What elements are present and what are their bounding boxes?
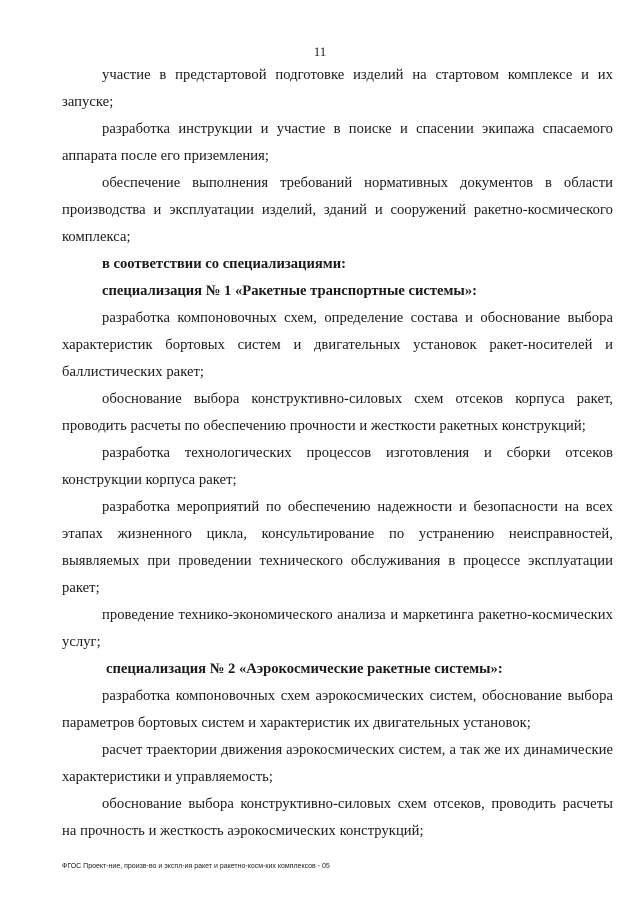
paragraph-manufacturing-processes: разработка технологических процессов изготовления и сборки отсеков конструкции корпуса ракет; [62, 445, 613, 488]
paragraph-prelaunch: участие в предстартовой подготовке изделий на стартовом комплексе и их запуске; [62, 67, 613, 110]
paragraph-rescue-instruction: разработка инструкции и участие в поиске и спасении экипажа спасаемого аппарата после его приземления; [62, 121, 613, 164]
paragraph-aerospace-layout: разработка компоновочных схем аэрокосмических систем, обоснование выбора параметров бортовых систем и характеристик их двигательных установок; [62, 688, 613, 731]
paragraph-aerospace-structures: обоснование выбора конструктивно-силовых схем отсеков, проводить расчеты на прочность и жесткость аэрокосмических конструкций; [62, 796, 613, 839]
page-footer: ФГОС Проект-ние, произв-во и экспл-ия ракет и ракетно-косм-ких комплексов - 05 [62, 863, 330, 870]
paragraph-regulatory-compliance: обеспечение выполнения требований нормативных документов в области производства и эксплуатации изделий, зданий и сооружений ракетно-космического комплекса; [62, 175, 613, 245]
paragraph-trajectory: расчет траектории движения аэрокосмических систем, а так же их динамические характеристики и управляемость; [62, 742, 613, 785]
heading-specialization-2: специализация № 2 «Аэрокосмические ракетные системы»: [106, 661, 503, 677]
paragraph-economic-analysis: проведение технико-экономического анализа и маркетинга ракетно-космических услуг; [62, 607, 613, 650]
paragraph-layout-schemes: разработка компоновочных схем, определение состава и обоснование выбора характеристик бортовых систем и двигательных установок ракет-носителей и баллистических ракет; [62, 310, 613, 380]
heading-specializations: в соответствии со специализациями: [102, 256, 346, 272]
paragraph-reliability-safety: разработка мероприятий по обеспечению надежности и безопасности на всех этапах жизненного цикла, консультирование по устранению неисправностей, выявляемых при проведении технического обслуживания в процессе эксплуатации ракет; [62, 499, 613, 596]
paragraph-structural-schemes: обоснование выбора конструктивно-силовых схем отсеков корпуса ракет, проводить расчеты по обеспечению прочности и жесткости ракетных конструкций; [62, 391, 613, 434]
heading-specialization-1: специализация № 1 «Ракетные транспортные системы»: [102, 283, 477, 299]
page-number: 11 [313, 44, 327, 59]
